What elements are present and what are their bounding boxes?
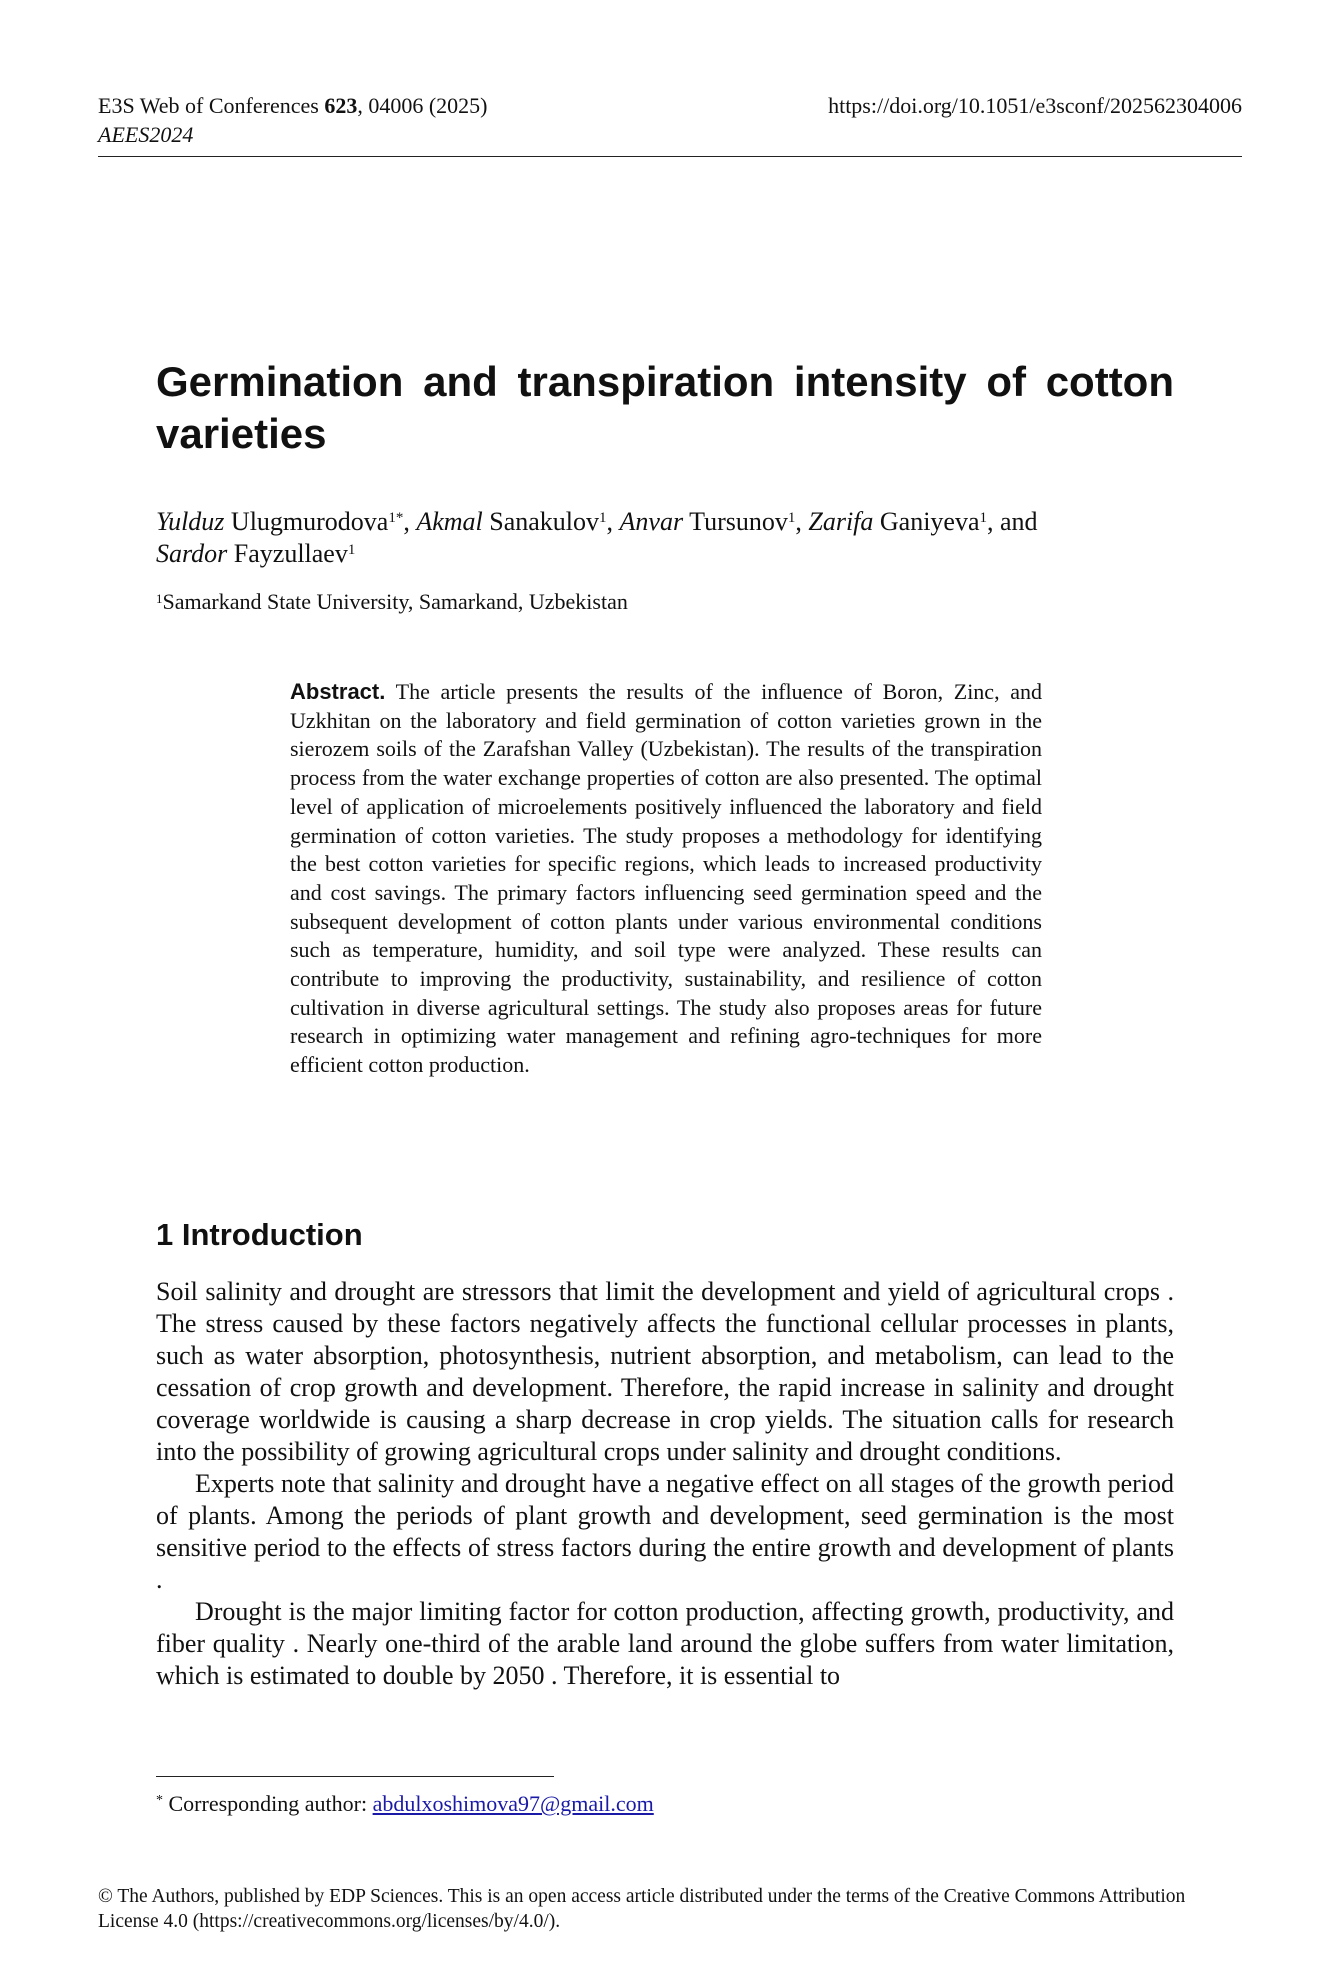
license-notice: © The Authors, published by EDP Sciences. This is an open access article distributed under the terms of the Creative Commons Attribution License 4.0 (https://creativecommons.org/licenses/by/4.0/). — [98, 1886, 1186, 1932]
abstract-text: The article presents the results of the influence of Boron, Zinc, and Uzkhitan on the laboratory and field germination of cotton varieties grown in the sierozem soils of the Zarafshan Valley (Uzbekistan). The results of the transpiration process from the water exchange properties of cotton are also presented. The optimal level of application of microelements positively influenced the laboratory and field germination of cotton varieties. The study proposes a methodology for identifying the best cotton varieties for specific regions, which leads to increased productivity and cost savings. The primary factors influencing seed germination speed and the subsequent development of cotton plants under various environmental conditions such as temperature, humidity, and soil type were analyzed. These results can contribute to improving the productivity, sustainability, and resilience of cotton cultivation in diverse agricultural settings. The study also proposes areas for future research in optimizing water management and refining agro-techniques for more efficient cotton production. — [290, 679, 1042, 1078]
section-heading: 1 Introduction — [156, 1217, 363, 1252]
header-rule — [98, 156, 1242, 157]
footnote-mark: * — [156, 1793, 163, 1808]
conference-name: AEES2024 — [98, 122, 194, 147]
affiliation-mark: 1 — [156, 591, 163, 606]
affiliation-text: Samarkand State University, Samarkand, Uzbekistan — [162, 589, 628, 614]
abstract-label: Abstract. — [290, 679, 386, 704]
abstract — [290, 678, 1042, 1080]
footnote-rule — [156, 1776, 554, 1777]
paper-title: Germination and transpiration intensity of cotton varieties — [156, 358, 1174, 457]
journal-name: E3S Web of Conferences — [98, 93, 325, 118]
paragraph: Experts note that salinity and drought have a negative effect on all stages of the growth period of plants. Among the periods of plant growth and development, seed germination is the most sensitive period to the effects of stress factors during the entire growth and development of plants . — [156, 1469, 1174, 1594]
author: Zarifa Ganiyeva$^1$, and — [808, 507, 1038, 536]
journal-article-number: , 04006 (2025) — [357, 93, 488, 118]
doi-link[interactable]: https://doi.org/10.1051/e3sconf/202562304006 — [828, 93, 1242, 118]
author-email-link[interactable]: abdulxoshimova97@gmail.com — [372, 1791, 654, 1816]
section-body — [156, 1276, 1174, 1692]
affiliation — [156, 588, 628, 616]
footnote-label: Corresponding author: — [163, 1791, 373, 1816]
paragraph: Drought is the major limiting factor for cotton production, affecting growth, productivity, and fiber quality . Nearly one-third of the arable land around the globe suffers from water limitation, which is estimated to double by 2050 . Therefore, it is essential to — [156, 1597, 1174, 1690]
author: Yulduz Ulugmurodova$^{1*}$, — [156, 507, 417, 536]
author: Sardor Fayzullaev$^1$ — [156, 539, 356, 568]
author: Anvar Tursunov$^1$, — [619, 507, 809, 536]
author: Akmal Sanakulov$^1$, — [416, 507, 620, 536]
running-header-journal — [98, 91, 487, 120]
footnote — [156, 1790, 654, 1818]
paragraph: Soil salinity and drought are stressors that limit the development and yield of agricultural crops . The stress caused by these factors negatively affects the functional cellular processes in plants, such as water absorption, photosynthesis, nutrient absorption, and metabolism, can lead to the cessation of crop growth and development. Therefore, the rapid increase in salinity and drought coverage worldwide is causing a sharp decrease in crop yields. The situation calls for research into the possibility of growing agricultural crops under salinity and drought conditions. — [156, 1277, 1174, 1466]
journal-volume: 623 — [324, 93, 358, 118]
author-list — [156, 506, 1174, 570]
